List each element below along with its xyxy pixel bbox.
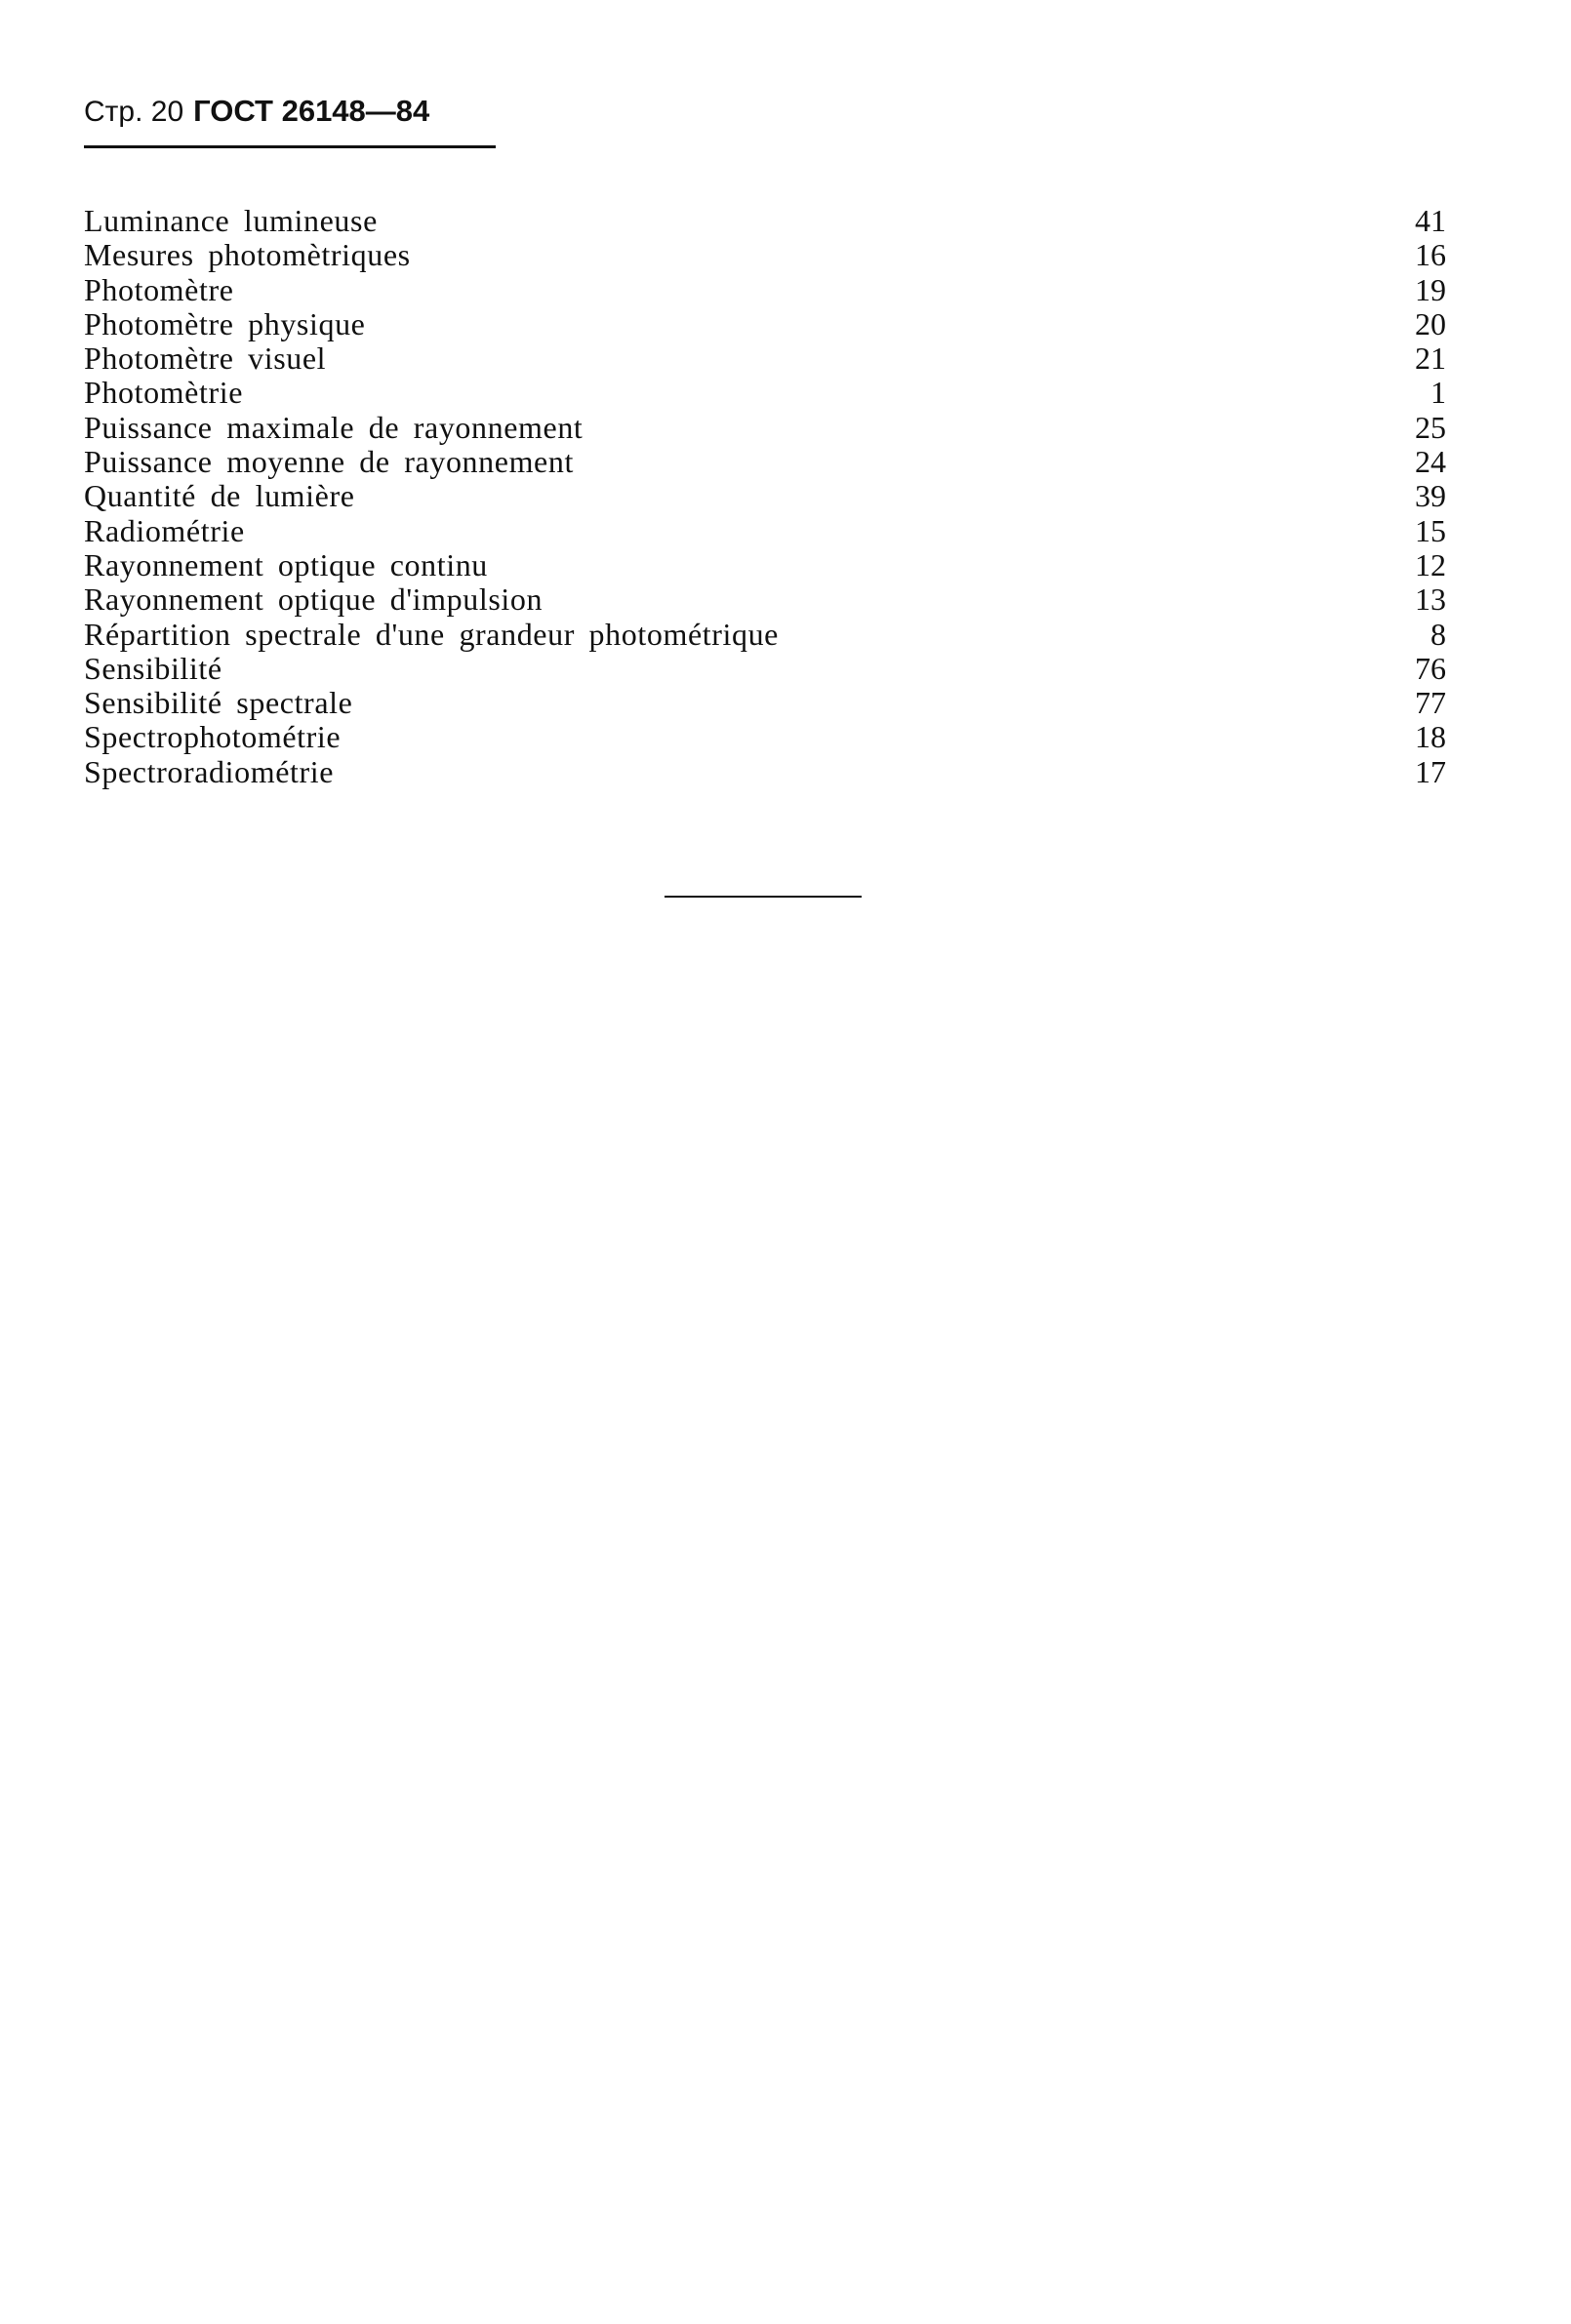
index-term: Mesures photomètriques — [84, 237, 411, 273]
index-row — [84, 755, 1446, 789]
index-number: 25 — [1415, 409, 1446, 445]
index-row — [84, 618, 1446, 652]
index-term: Spectrophotométrie — [84, 719, 342, 755]
index-number: 20 — [1415, 305, 1446, 341]
index-number: 24 — [1415, 444, 1446, 480]
index-row — [84, 204, 1446, 238]
index-number: 41 — [1415, 203, 1446, 238]
index-number: 76 — [1415, 650, 1446, 686]
index-row — [84, 582, 1446, 617]
index-term: Rayonnement optique d'impulsion — [84, 581, 544, 618]
index-number: 13 — [1415, 581, 1446, 618]
index-number: 16 — [1415, 237, 1446, 273]
index-number: 8 — [1430, 616, 1446, 652]
index-term: Sensibilité spectrale — [84, 685, 353, 721]
index-row — [84, 273, 1446, 307]
end-divider — [665, 896, 862, 898]
page-header — [84, 94, 496, 148]
index-term: Luminance lumineuse — [84, 203, 378, 238]
index-number: 18 — [1415, 719, 1446, 755]
index-number: 19 — [1415, 271, 1446, 307]
index-row — [84, 307, 1446, 341]
index-number: 1 — [1430, 375, 1446, 411]
index-term: Photomètre — [84, 271, 234, 307]
index-term: Puissance moyenne de rayonnement — [84, 444, 574, 480]
index-number: 77 — [1415, 685, 1446, 721]
index-number: 17 — [1415, 753, 1446, 789]
page-number-label: Стр. 20 — [84, 96, 184, 128]
index-number: 15 — [1415, 512, 1446, 548]
index-term: Rayonnement optique continu — [84, 546, 488, 582]
index-number: 39 — [1415, 478, 1446, 514]
index-row — [84, 376, 1446, 410]
index-term: Photomètrie — [84, 375, 244, 411]
index-term: Radiométrie — [84, 512, 245, 548]
index-row — [84, 720, 1446, 754]
index-number: 12 — [1415, 546, 1446, 582]
index-term: Répartition spectrale d'une grandeur photométrique — [84, 616, 779, 652]
index-row — [84, 548, 1446, 582]
index-term: Photomètre physique — [84, 305, 366, 341]
alphabetical-index — [84, 204, 1446, 789]
index-row — [84, 652, 1446, 686]
index-row — [84, 479, 1446, 513]
index-term: Photomètre visuel — [84, 341, 327, 377]
index-row — [84, 238, 1446, 272]
index-row — [84, 445, 1446, 479]
index-row — [84, 341, 1446, 376]
index-row — [84, 514, 1446, 548]
index-term: Puissance maximale de rayonnement — [84, 409, 584, 445]
index-row — [84, 686, 1446, 720]
index-term: Quantité de lumière — [84, 478, 355, 514]
index-number: 21 — [1415, 341, 1446, 377]
index-row — [84, 411, 1446, 445]
standard-number: ГОСТ 26148—84 — [193, 94, 430, 128]
index-term: Spectroradiométrie — [84, 753, 335, 789]
index-term: Sensibilité — [84, 650, 222, 686]
